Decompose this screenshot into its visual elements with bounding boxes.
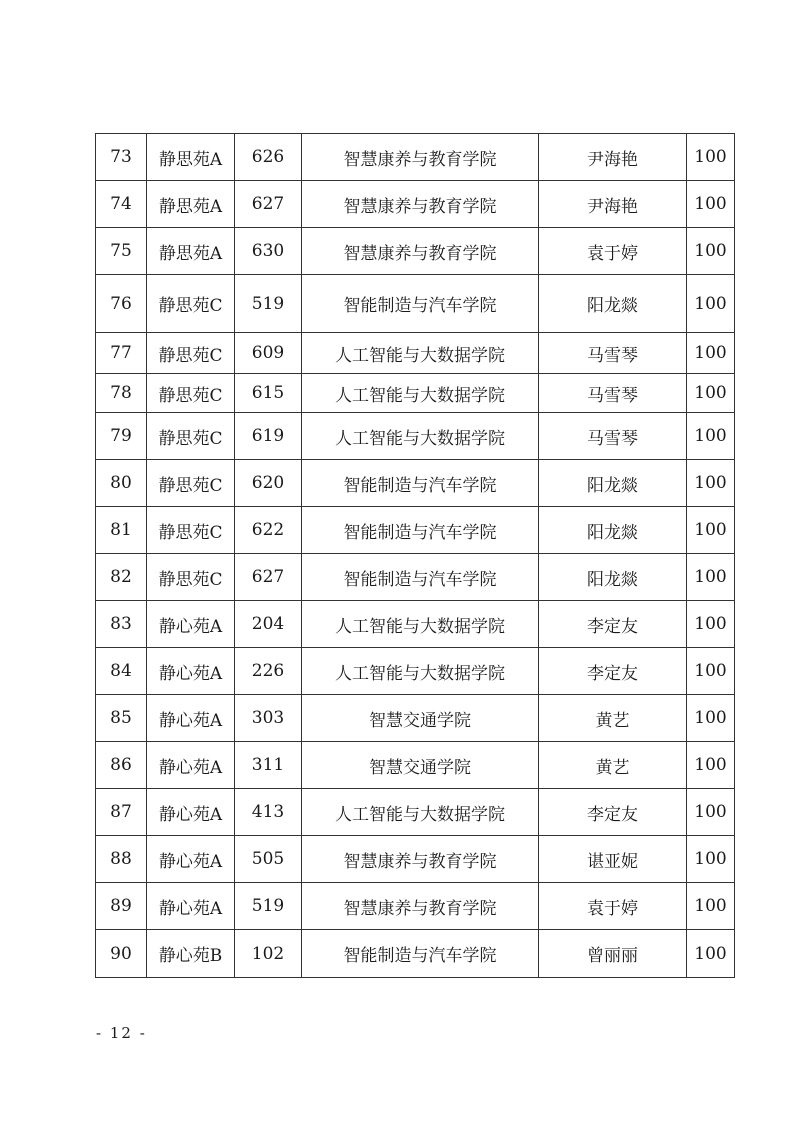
building-cell: 静思苑C (147, 554, 235, 601)
table-row (96, 836, 735, 883)
row-number-cell: 89 (96, 883, 147, 930)
row-number-cell: 87 (96, 789, 147, 836)
room-number-cell: 609 (235, 333, 302, 374)
row-number-cell: 90 (96, 930, 147, 978)
college-cell: 智能制造与汽车学院 (302, 460, 539, 507)
table-row (96, 374, 735, 413)
building-cell: 静心苑A (147, 695, 235, 742)
building-cell: 静心苑A (147, 601, 235, 648)
table-row (96, 134, 735, 181)
building-cell: 静思苑A (147, 134, 235, 181)
page-number: - 12 - (96, 1024, 147, 1042)
building-cell: 静思苑C (147, 507, 235, 554)
room-number-cell: 615 (235, 374, 302, 413)
inspector-cell: 李定友 (539, 789, 687, 836)
row-number-cell: 75 (96, 228, 147, 275)
table-row (96, 413, 735, 460)
college-cell: 人工智能与大数据学院 (302, 374, 539, 413)
score-cell: 100 (687, 836, 735, 883)
table-row (96, 883, 735, 930)
building-cell: 静思苑C (147, 460, 235, 507)
inspector-cell: 尹海艳 (539, 134, 687, 181)
inspector-cell: 谌亚妮 (539, 836, 687, 883)
room-number-cell: 226 (235, 648, 302, 695)
inspector-cell: 袁于婷 (539, 883, 687, 930)
room-number-cell: 619 (235, 413, 302, 460)
college-cell: 智慧康养与教育学院 (302, 181, 539, 228)
table-row (96, 275, 735, 333)
table-row (96, 554, 735, 601)
college-cell: 人工智能与大数据学院 (302, 601, 539, 648)
row-number-cell: 83 (96, 601, 147, 648)
score-cell: 100 (687, 789, 735, 836)
row-number-cell: 88 (96, 836, 147, 883)
college-cell: 人工智能与大数据学院 (302, 413, 539, 460)
row-number-cell: 79 (96, 413, 147, 460)
inspector-cell: 阳龙燚 (539, 554, 687, 601)
room-number-cell: 505 (235, 836, 302, 883)
building-cell: 静心苑B (147, 930, 235, 978)
table-row (96, 648, 735, 695)
score-cell: 100 (687, 507, 735, 554)
table-row (96, 228, 735, 275)
building-cell: 静思苑C (147, 333, 235, 374)
building-cell: 静思苑A (147, 228, 235, 275)
building-cell: 静思苑A (147, 181, 235, 228)
row-number-cell: 81 (96, 507, 147, 554)
inspector-cell: 马雪琴 (539, 413, 687, 460)
inspector-cell: 李定友 (539, 648, 687, 695)
score-cell: 100 (687, 275, 735, 333)
table-body (96, 134, 735, 978)
score-cell: 100 (687, 333, 735, 374)
score-cell: 100 (687, 181, 735, 228)
college-cell: 智慧交通学院 (302, 695, 539, 742)
inspector-cell: 马雪琴 (539, 374, 687, 413)
room-number-cell: 627 (235, 554, 302, 601)
score-cell: 100 (687, 742, 735, 789)
inspector-cell: 曾丽丽 (539, 930, 687, 978)
room-number-cell: 303 (235, 695, 302, 742)
college-cell: 智慧康养与教育学院 (302, 836, 539, 883)
score-cell: 100 (687, 374, 735, 413)
college-cell: 智能制造与汽车学院 (302, 275, 539, 333)
row-number-cell: 73 (96, 134, 147, 181)
college-cell: 智慧康养与教育学院 (302, 883, 539, 930)
room-number-cell: 627 (235, 181, 302, 228)
table-row (96, 742, 735, 789)
room-number-cell: 311 (235, 742, 302, 789)
inspector-cell: 李定友 (539, 601, 687, 648)
room-number-cell: 204 (235, 601, 302, 648)
inspector-cell: 阳龙燚 (539, 460, 687, 507)
row-number-cell: 82 (96, 554, 147, 601)
building-cell: 静心苑A (147, 836, 235, 883)
row-number-cell: 84 (96, 648, 147, 695)
row-number-cell: 74 (96, 181, 147, 228)
inspector-cell: 尹海艳 (539, 181, 687, 228)
building-cell: 静心苑A (147, 742, 235, 789)
college-cell: 人工智能与大数据学院 (302, 789, 539, 836)
dormitory-score-table (95, 133, 735, 978)
building-cell: 静心苑A (147, 648, 235, 695)
college-cell: 智慧康养与教育学院 (302, 134, 539, 181)
table-row (96, 601, 735, 648)
score-cell: 100 (687, 228, 735, 275)
inspector-cell: 黄艺 (539, 742, 687, 789)
table-row (96, 695, 735, 742)
college-cell: 智能制造与汽车学院 (302, 507, 539, 554)
room-number-cell: 626 (235, 134, 302, 181)
table-row (96, 460, 735, 507)
score-cell: 100 (687, 695, 735, 742)
building-cell: 静心苑A (147, 789, 235, 836)
inspector-cell: 马雪琴 (539, 333, 687, 374)
table-row (96, 930, 735, 978)
inspector-cell: 阳龙燚 (539, 507, 687, 554)
row-number-cell: 76 (96, 275, 147, 333)
building-cell: 静心苑A (147, 883, 235, 930)
college-cell: 人工智能与大数据学院 (302, 333, 539, 374)
score-cell: 100 (687, 134, 735, 181)
score-cell: 100 (687, 601, 735, 648)
room-number-cell: 630 (235, 228, 302, 275)
room-number-cell: 102 (235, 930, 302, 978)
college-cell: 智慧康养与教育学院 (302, 228, 539, 275)
table-row (96, 333, 735, 374)
inspector-cell: 袁于婷 (539, 228, 687, 275)
room-number-cell: 519 (235, 275, 302, 333)
row-number-cell: 77 (96, 333, 147, 374)
table-row (96, 789, 735, 836)
score-cell: 100 (687, 930, 735, 978)
room-number-cell: 622 (235, 507, 302, 554)
college-cell: 智能制造与汽车学院 (302, 554, 539, 601)
building-cell: 静思苑C (147, 374, 235, 413)
inspector-cell: 黄艺 (539, 695, 687, 742)
row-number-cell: 80 (96, 460, 147, 507)
college-cell: 人工智能与大数据学院 (302, 648, 539, 695)
score-cell: 100 (687, 460, 735, 507)
building-cell: 静思苑C (147, 413, 235, 460)
score-cell: 100 (687, 554, 735, 601)
building-cell: 静思苑C (147, 275, 235, 333)
table-row (96, 507, 735, 554)
row-number-cell: 78 (96, 374, 147, 413)
college-cell: 智慧交通学院 (302, 742, 539, 789)
row-number-cell: 85 (96, 695, 147, 742)
college-cell: 智能制造与汽车学院 (302, 930, 539, 978)
score-cell: 100 (687, 648, 735, 695)
score-cell: 100 (687, 413, 735, 460)
score-cell: 100 (687, 883, 735, 930)
inspector-cell: 阳龙燚 (539, 275, 687, 333)
row-number-cell: 86 (96, 742, 147, 789)
room-number-cell: 519 (235, 883, 302, 930)
room-number-cell: 413 (235, 789, 302, 836)
room-number-cell: 620 (235, 460, 302, 507)
table-row (96, 181, 735, 228)
